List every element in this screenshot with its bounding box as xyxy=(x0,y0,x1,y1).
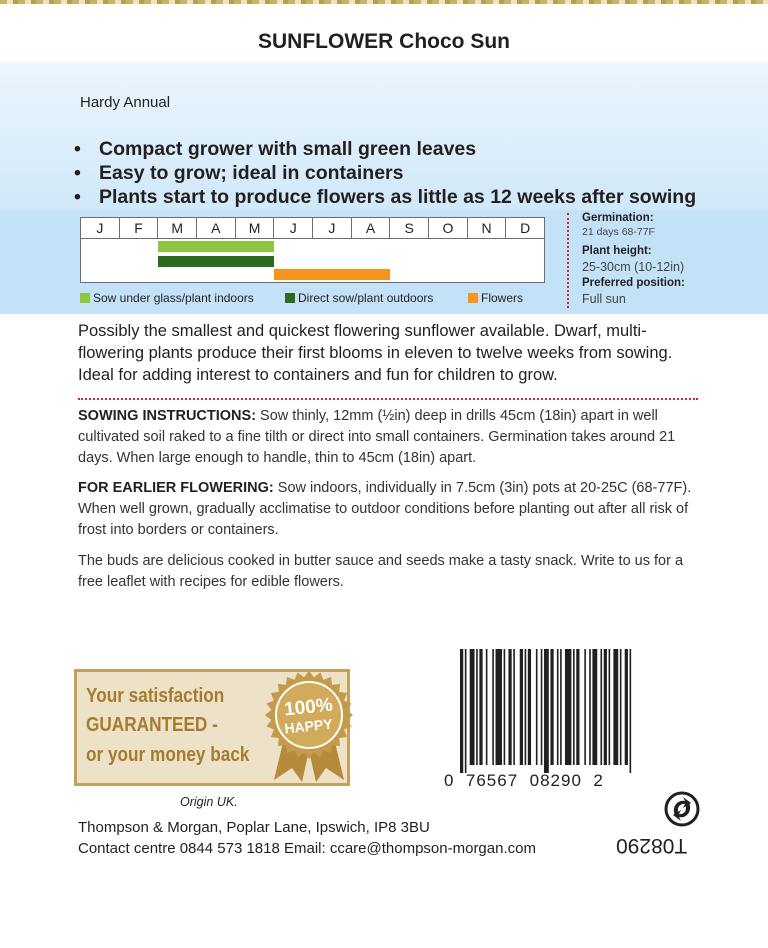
barcode-bar xyxy=(584,649,586,765)
guarantee-line-1: Your satisfaction xyxy=(86,685,225,707)
decorative-top-band xyxy=(0,0,768,4)
bullet-icon: • xyxy=(74,186,81,208)
company-address xyxy=(78,817,536,859)
barcode-bar xyxy=(573,649,575,765)
height-label: Plant height: xyxy=(582,245,652,257)
description: Possibly the smallest and quickest flowering sunflower available. Dwarf, multi-flowering plants produce their first blooms in eleven to twelve weeks from sowing. Ideal for adding interest to containers and fun for children to grow. xyxy=(78,322,673,384)
month-label: N xyxy=(468,218,507,238)
subtitle: Hardy Annual xyxy=(80,94,171,111)
barcode-bar xyxy=(476,649,478,765)
rosette-seal-icon xyxy=(262,668,356,786)
barcode-bar xyxy=(525,649,527,765)
barcode-bar xyxy=(508,649,511,765)
barcode-bar xyxy=(576,649,579,765)
dotted-divider-horizontal xyxy=(78,398,698,400)
contact-line: Contact centre 0844 573 1818 Email: ccare@thompson-morgan.com xyxy=(78,840,536,857)
barcode-number: 0 76567 08290 2 xyxy=(444,771,604,790)
month-label: J xyxy=(313,218,352,238)
legend-sow-outdoors: Direct sow/plant outdoors xyxy=(285,291,433,305)
barcode-bar xyxy=(630,649,632,773)
feature-item: • Compact grower with small green leaves xyxy=(74,138,477,160)
legend-flowers: Flowers xyxy=(468,291,523,305)
growing-info xyxy=(582,211,685,308)
barcode-bar xyxy=(550,649,553,765)
barcode-bar xyxy=(541,649,543,765)
feature-item: • Easy to grow; ideal in containers xyxy=(74,162,404,184)
calendar-bar xyxy=(158,241,274,252)
barcode-bar xyxy=(465,649,467,773)
month-label: O xyxy=(429,218,468,238)
month-label: S xyxy=(390,218,429,238)
barcode-bar xyxy=(565,649,571,765)
legend-sow-indoors: Sow under glass/plant indoors xyxy=(80,291,254,305)
sowing-heading: SOWING INSTRUCTIONS: xyxy=(78,408,257,424)
barcode-bar xyxy=(486,649,488,765)
position-value: Full sun xyxy=(582,292,626,306)
green-dot-recycle-icon xyxy=(664,791,700,827)
barcode-bar xyxy=(613,649,618,765)
month-label: J xyxy=(274,218,313,238)
feature-item: • Plants start to produce flowers as little as 12 weeks after sowing xyxy=(74,186,697,208)
calendar-bar xyxy=(274,269,390,280)
swatch-icon xyxy=(285,293,295,303)
germination-label: Germination: xyxy=(582,212,654,224)
origin: Origin UK. xyxy=(180,795,238,809)
barcode-bar xyxy=(604,649,607,765)
barcode-bar xyxy=(496,649,502,765)
seal-bottom-text: HAPPY xyxy=(283,715,334,737)
barcode-bar xyxy=(504,649,506,765)
month-label: M xyxy=(236,218,275,238)
earlier-flowering: FOR EARLIER FLOWERING: Sow indoors, individually in 7.5cm (3in) pots at 20-25C (68-77F). When well grown, gradually acclimatise to outdoor conditions before planting out after all risk of frost into borders or containers. xyxy=(78,480,692,538)
address-line: Thompson & Morgan, Poplar Lane, Ipswich, IP8 3BU xyxy=(78,819,430,836)
swatch-icon xyxy=(80,293,90,303)
barcode-bar xyxy=(625,649,628,765)
guarantee-line-2: GUARANTEED - xyxy=(86,714,218,736)
barcode-bar xyxy=(536,649,538,765)
barcode-bar xyxy=(589,649,591,765)
swatch-icon xyxy=(468,293,478,303)
month-label: D xyxy=(520,220,531,236)
height-value: 25-30cm (10-12in) xyxy=(582,260,685,274)
barcode-bar xyxy=(560,649,562,765)
barcode-bar xyxy=(470,649,475,765)
barcode-icon xyxy=(460,649,636,773)
bullet-icon: • xyxy=(74,162,81,184)
barcode-bar xyxy=(492,649,494,765)
position-label: Preferred position: xyxy=(582,277,685,289)
barcode-bar xyxy=(528,649,531,765)
edible-note: The buds are delicious cooked in butter sauce and seeds make a tasty snack. Write to us for a free leaflet with recipes for edible flowers. xyxy=(78,553,684,590)
barcode-bar xyxy=(592,649,597,765)
page-title: SUNFLOWER Choco Sun xyxy=(258,30,510,53)
guarantee-line-3: or your money back xyxy=(86,744,250,766)
sowing-instructions: SOWING INSTRUCTIONS: Sow thinly, 12mm (½in) deep in drills 45cm (18in) apart in well cultivated soil raked to a fine tilth or direct into small containers. Germination takes around 21 days. When large enough to handle, thin to 45cm (18in) apart. xyxy=(78,408,676,466)
feature-list xyxy=(74,137,696,209)
month-label: F xyxy=(120,218,159,238)
barcode-bar xyxy=(600,649,602,765)
month-label: M xyxy=(158,218,197,238)
seal-top-text: 100% xyxy=(283,694,334,721)
sowing-calendar xyxy=(80,217,545,283)
barcode-bar xyxy=(620,649,622,765)
month-label: J xyxy=(81,218,120,238)
barcode-bar xyxy=(479,649,482,765)
calendar-months xyxy=(81,218,544,239)
barcode-bar xyxy=(557,649,559,765)
product-code: T08290 xyxy=(616,834,688,857)
month-label: A xyxy=(352,218,391,238)
earlier-heading: FOR EARLIER FLOWERING: xyxy=(78,480,274,496)
month-label: A xyxy=(197,218,236,238)
barcode-bar xyxy=(460,649,463,773)
bullet-icon: • xyxy=(74,138,81,160)
barcode-bar xyxy=(609,649,611,765)
calendar-bar xyxy=(158,256,274,267)
dotted-divider-vertical xyxy=(567,213,569,308)
germination-value: 21 days 68-77F xyxy=(582,226,655,238)
barcode-bar xyxy=(544,649,549,773)
barcode-bar xyxy=(520,649,523,765)
barcode-bar xyxy=(513,649,515,765)
